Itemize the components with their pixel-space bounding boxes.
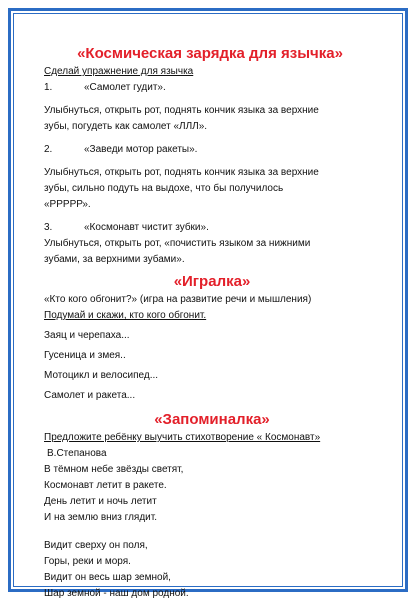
game-item: Гусеница и змея.. <box>44 350 126 361</box>
exercise-1-name: «Самолет гудит». <box>84 82 166 93</box>
exercise-instruction: Сделай упражнение для язычка <box>44 66 194 77</box>
game-item: Заяц и черепаха... <box>44 330 130 341</box>
section-title-game: «Игралка» <box>173 273 251 290</box>
exercise-2-text: зубы, сильно подуть на выдохе, что бы получилось <box>44 183 284 194</box>
game-item: Мотоцикл и велосипед... <box>44 370 159 381</box>
section-title-space-exercise: «Космическая зарядка для язычка» <box>77 45 343 62</box>
exercise-3-text: Улыбнуться, открыть рот, «почистить языком за нижними <box>44 238 311 249</box>
exercise-3-number: 3. <box>44 222 53 233</box>
game-intro: «Кто кого обгонит?» (игра на развитие речи и мышления) <box>44 294 312 305</box>
exercise-3-heading <box>44 220 380 236</box>
exercise-2-text: Улыбнуться, открыть рот, поднять кончик языка за верхние <box>44 167 319 178</box>
document-content <box>44 44 380 602</box>
exercise-2-number: 2. <box>44 144 53 155</box>
poem-line: День летит и ночь летит <box>44 496 157 507</box>
poem-line: Видит он весь шар земной, <box>44 572 171 583</box>
game-item: Самолет и ракета... <box>44 390 136 401</box>
poem-line: В тёмном небе звёзды светят, <box>44 464 184 475</box>
poem-line: И на землю вниз глядит. <box>44 512 157 523</box>
poem-line: Шар земной - наш дом родной. <box>44 588 189 599</box>
game-task: Подумай и скажи, кто кого обгонит. <box>44 310 207 321</box>
exercise-1-text: Улыбнуться, открыть рот, поднять кончик языка за верхние <box>44 105 319 116</box>
exercise-1-number: 1. <box>44 82 53 93</box>
section-title-memorize: «Запоминалка» <box>154 411 270 428</box>
exercise-1-heading <box>44 80 380 96</box>
poem-line: Видит сверху он поля, <box>44 540 148 551</box>
poem-line: Космонавт летит в ракете. <box>44 480 167 491</box>
exercise-3-text: зубами, за верхними зубами». <box>44 254 185 265</box>
exercise-2-heading <box>44 142 380 158</box>
poem-author: В.Степанова <box>47 448 107 459</box>
exercise-3-name: «Космонавт чистит зубки». <box>84 222 209 233</box>
exercise-2-text: «РРРРР». <box>44 199 91 210</box>
exercise-1-text: зубы, погудеть как самолет «ЛЛЛ». <box>44 121 208 132</box>
exercise-2-name: «Заведи мотор ракеты». <box>84 144 198 155</box>
poem-task: Предложите ребёнку выучить стихотворение « Космонавт» <box>44 432 321 443</box>
poem-line: Горы, реки и моря. <box>44 556 131 567</box>
